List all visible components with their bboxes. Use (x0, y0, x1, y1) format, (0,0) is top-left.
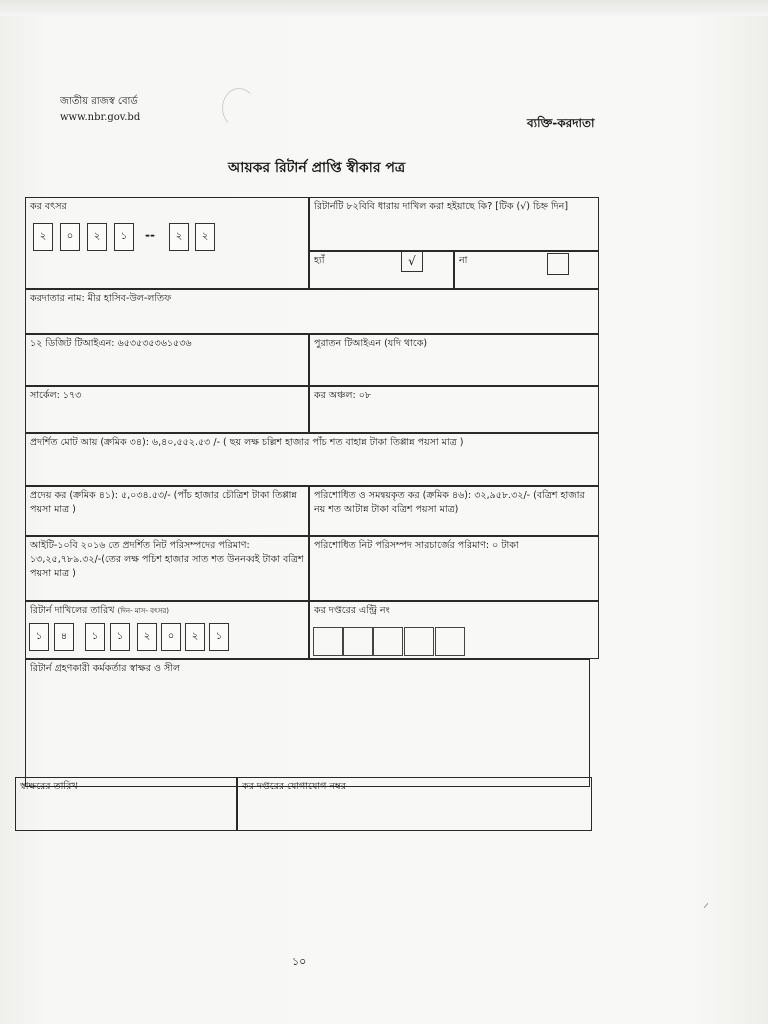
page-fold-shadow (0, 0, 768, 16)
office-contact-label: কর দপ্তরের যোগাযোগ নম্বর (242, 781, 346, 792)
filing-date-digit: ১ (85, 623, 105, 651)
circle-value: সার্কেল: ১৭৩ (30, 390, 82, 401)
filing-date-digit: ২ (137, 623, 157, 651)
tax-year-digit: ০ (60, 223, 80, 251)
scan-mark (222, 88, 256, 128)
tax-paid-value: পরিশোধিত ও সমন্বয়কৃত কর (ক্রমিক ৪৬): ৩২,৯৫৮.৩২/- (বত্রিশ হাজার নয় শত আটান্ন টাকা বত্রিশ পয়সা মাত্র) (314, 490, 585, 515)
entry-number-box[interactable] (435, 627, 465, 656)
wealth-surcharge-value: পরিশোধিত নিট পরিসম্পদ সারচার্জের পরিমাণ: ০ টাকা (314, 540, 519, 551)
old-tin-cell (309, 334, 599, 386)
tax-year-digit: ২ (87, 223, 107, 251)
total-income-value: প্রদর্শিত মোট আয় (ক্রমিক ৩৪): ৬,৪০,৫৫২.৫৩ /- ( ছয় লক্ষ চল্লিশ হাজার পাঁচ শত বাহান্ন টাকা তিপ্পান্ন পয়সা মাত্র ) (30, 437, 464, 448)
tax-paid-cell (309, 486, 599, 536)
filing-date-digit: ১ (110, 623, 130, 651)
entry-number-box[interactable] (343, 627, 373, 656)
tax-payable-cell (25, 486, 309, 536)
page-number: ১০ (292, 955, 307, 968)
tin-cell (25, 334, 309, 386)
entry-number-box[interactable] (404, 627, 434, 656)
total-income-cell (25, 433, 599, 486)
filing-date-digit: ১ (209, 623, 229, 651)
yes-label: হ্যাঁ (314, 255, 325, 266)
filing-date-digit: ০ (161, 623, 181, 651)
section-82bb-no-cell (454, 251, 599, 289)
tin-value: ১২ ডিজিট টিআইএন: ৬৫৩৫৩৫৩৬১৫৩৬ (30, 338, 192, 349)
org-website: www.nbr.gov.bd (60, 112, 141, 123)
tax-year-separator: -- (145, 228, 155, 242)
net-wealth-value: আইটি-১০বি ২০১৬ তে প্রদর্শিত নিট পরিসম্পদের পরিমাণ: ১৩,২৫,৭৮৯.৩২/-(তের লক্ষ পচিশ হাজার সাত শত উননব্বই টাকা বত্রিশ পয়সা মাত্র ) (30, 540, 304, 579)
wealth-surcharge-cell (309, 536, 599, 601)
entry-number-box[interactable] (373, 627, 403, 656)
net-wealth-cell (25, 536, 309, 601)
scan-speck (704, 903, 709, 908)
signature-date-cell (15, 777, 237, 831)
tax-year-digit: ২ (169, 223, 189, 251)
taxpayer-name-cell (25, 289, 599, 334)
filing-date-digit: ২ (185, 623, 205, 651)
taxpayer-name: করদাতার নাম: মীর হাসিব-উল-লতিফ (30, 293, 172, 304)
section-82bb-question (309, 197, 599, 251)
tax-zone-cell (309, 386, 599, 433)
filing-date-digit: ৪ (54, 623, 74, 651)
office-contact-cell (237, 777, 592, 831)
old-tin-label: পুরাতন টিআইএন (যদি থাকে) (314, 338, 428, 349)
taxpayer-type: ব্যক্তি-করদাতা (527, 116, 595, 130)
section-82bb-text: রিটার্নটি ৮২বিবি ধারায় দাখিল করা হইয়াছে কি? [টিক (√) চিহ্ন দিন] (314, 201, 569, 212)
yes-checkbox[interactable]: √ (401, 250, 423, 272)
tax-payable-value: প্রদেয় কর (ক্রমিক ৪১): ৫,০৩৪.৫৩/- (পাঁচ হাজার চৌত্রিশ টাকা তিপ্পান্ন পয়সা মাত্র ) (30, 490, 297, 515)
signature-date-label: স্বাক্ষরের তারিখ (20, 781, 78, 792)
entry-number-box[interactable] (313, 627, 343, 656)
acknowledgement-form (20, 197, 599, 831)
officer-signature-label: রিটার্ন গ্রহণকারী কর্মকর্তার স্বাক্ষর ও সীল (30, 663, 181, 674)
tax-zone-value: কর অঞ্চল: ০৮ (314, 390, 372, 401)
tax-year-digit: ২ (33, 223, 53, 251)
tax-year-digit: ২ (195, 223, 215, 251)
no-label: না (459, 255, 468, 266)
officer-signature-cell (25, 659, 590, 787)
filing-date-format: (দিন- মাস- বৎসর) (117, 607, 169, 615)
form-title: আয়কর রিটার্ন প্রাপ্তি স্বীকার পত্র (228, 160, 406, 176)
org-name: জাতীয় রাজস্ব বোর্ড (60, 96, 138, 107)
filing-date-label: রিটার্ন দাখিলের তারিখ (30, 605, 115, 616)
section-82bb-yes-cell (309, 251, 454, 289)
filing-date-digit: ১ (29, 623, 49, 651)
entry-number-label: কর দপ্তরের এন্ট্রি নং (314, 605, 390, 616)
circle-cell (25, 386, 309, 433)
tax-year-digit: ১ (114, 223, 134, 251)
no-checkbox[interactable] (547, 253, 569, 275)
tax-year-label: কর বৎসর (30, 201, 67, 212)
